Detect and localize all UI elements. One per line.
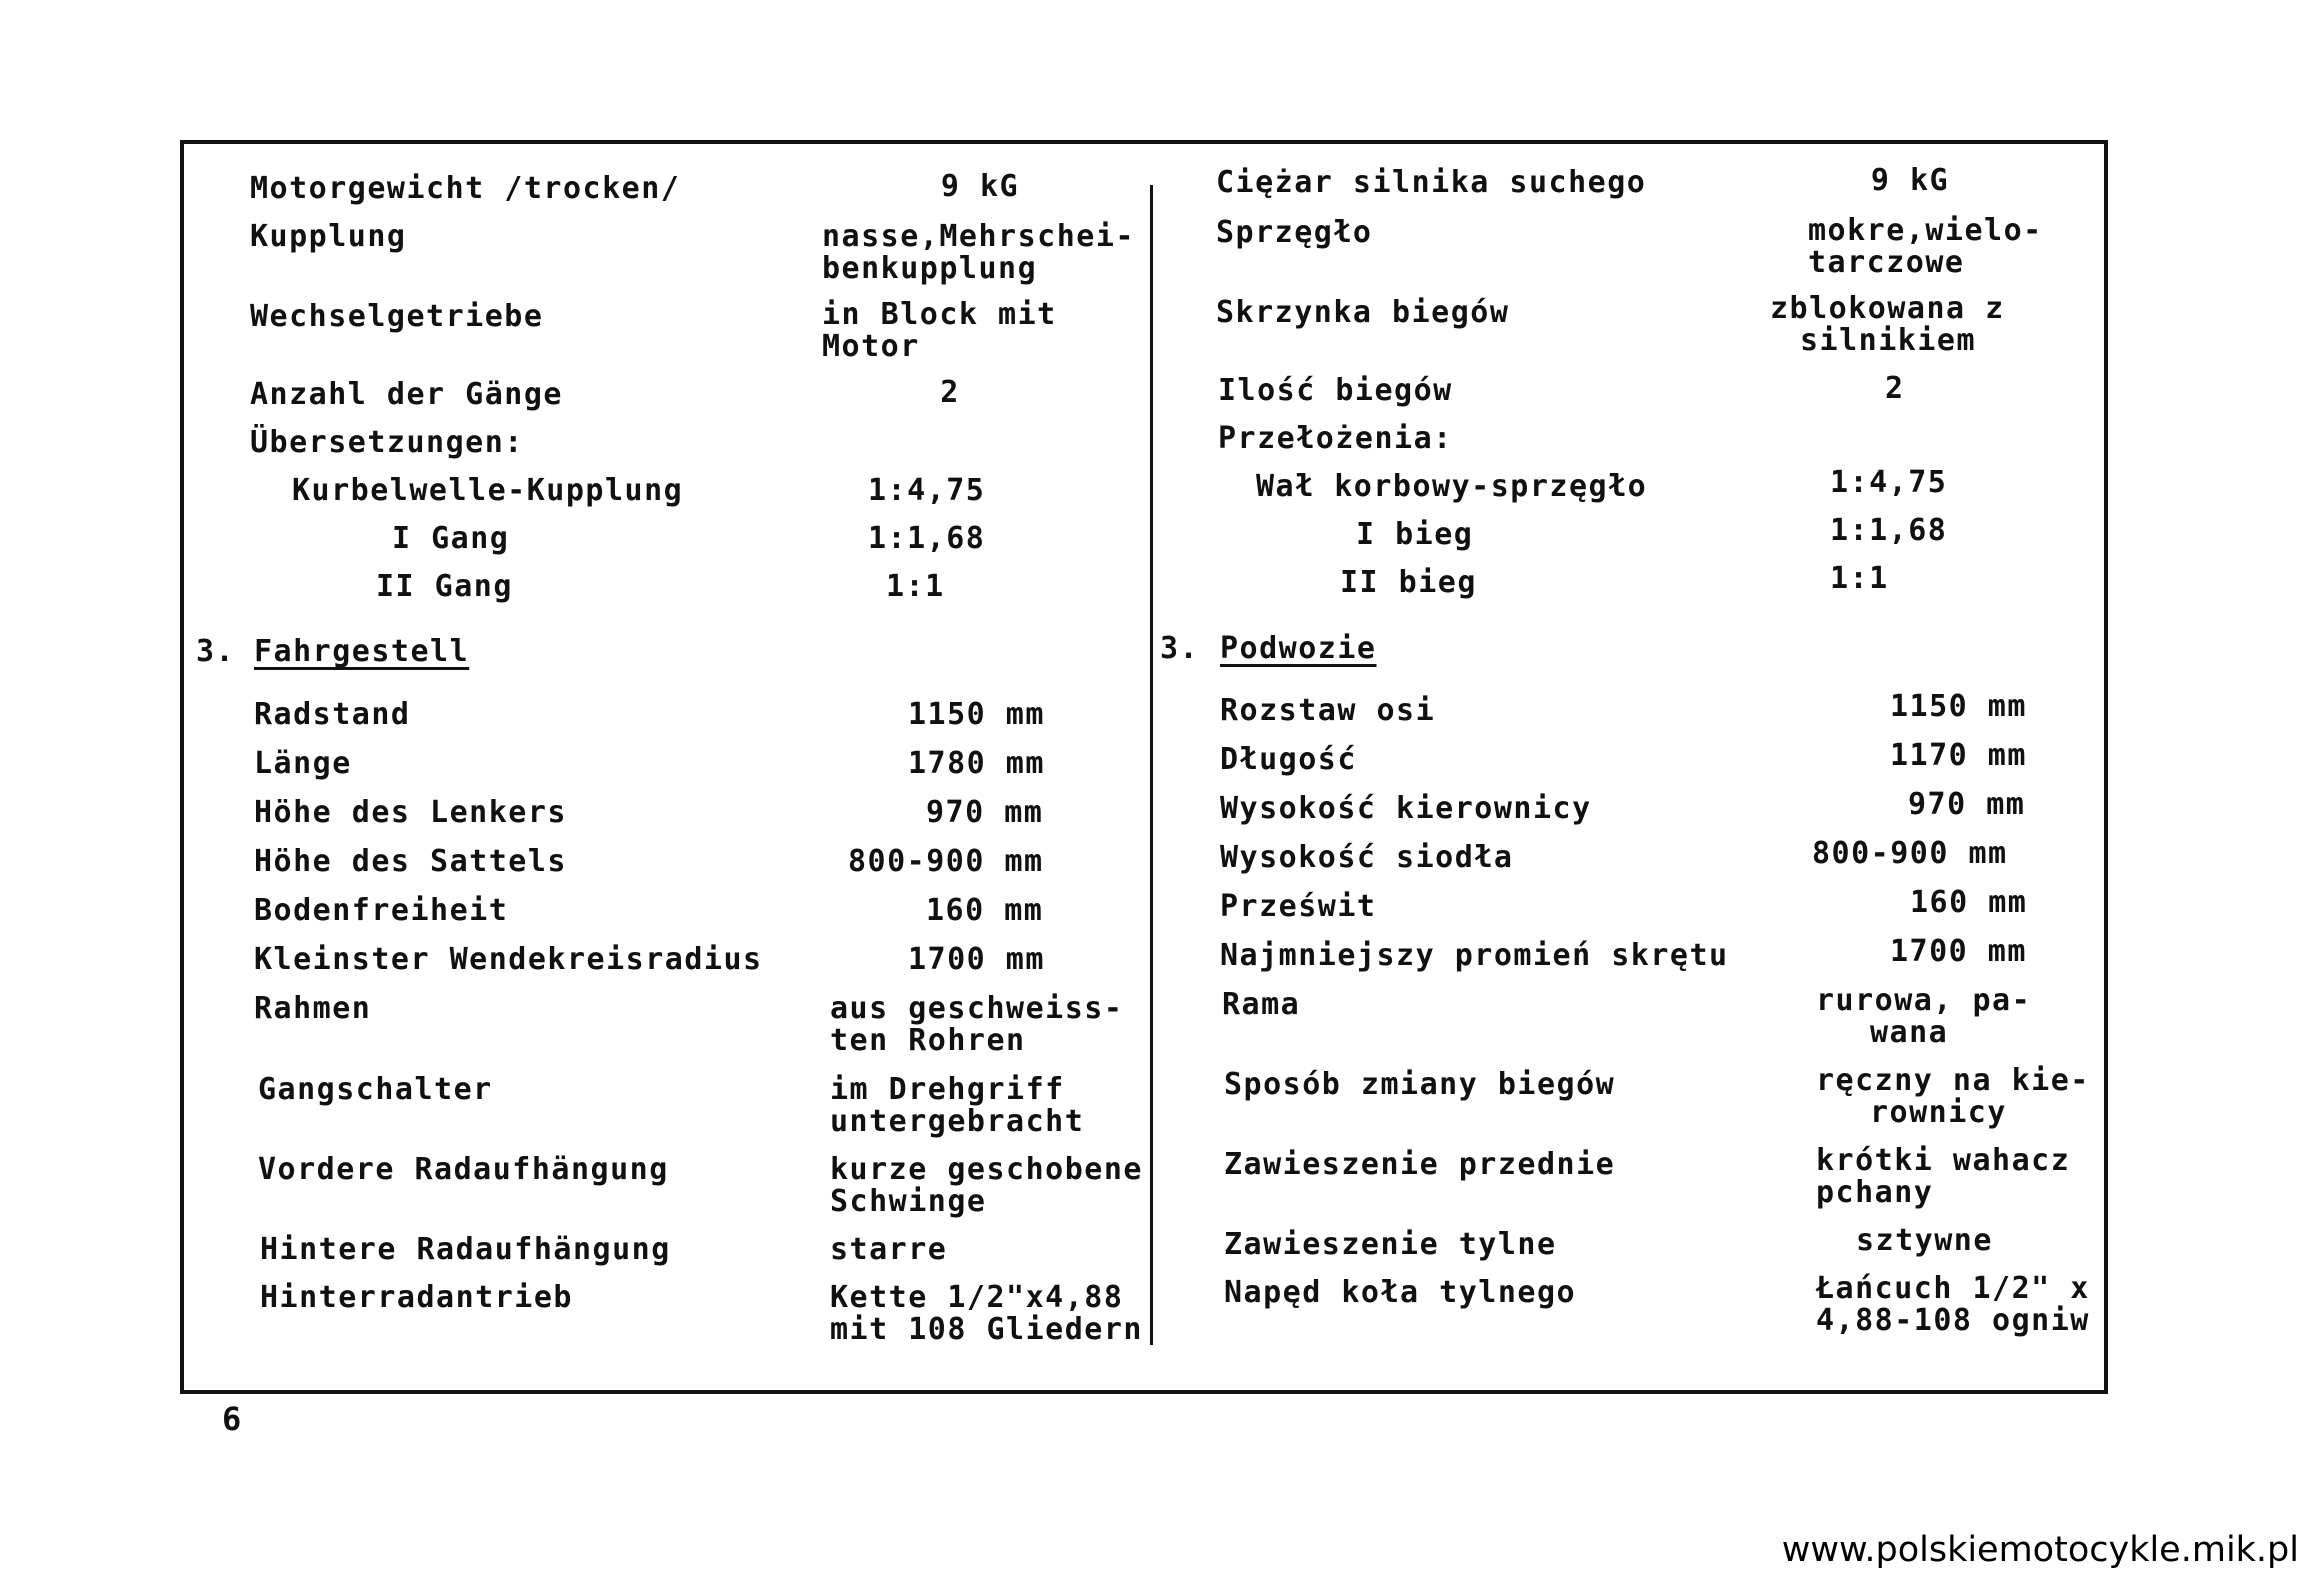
pl-value-ground-clearance: 160 mm (1910, 885, 2028, 920)
de-label-crank-clutch: Kurbelwelle-Kupplung (292, 473, 684, 508)
de-value-gear-shifter-1: im Drehgriff (830, 1072, 1065, 1107)
pl-label-wheelbase: Rozstaw osi (1220, 693, 1436, 728)
pl-value-clutch-1: mokre,wielo- (1808, 213, 2043, 248)
pl-value-frame-2: wana (1870, 1015, 1949, 1050)
pl-label-length: Długość (1220, 742, 1357, 777)
pl-label-gear-2: II bieg (1340, 565, 1477, 600)
pl-value-crank-clutch: 1:4,75 (1830, 465, 1948, 500)
website-watermark: www.polskiemotocykle.mik.pl (1781, 1530, 2299, 1570)
pl-value-frame-1: rurowa, pa- (1816, 983, 2032, 1018)
de-value-weight: 9 kG (940, 169, 1020, 204)
de-value-gear-shifter-2: untergebracht (830, 1104, 1085, 1139)
pl-value-gear-1: 1:1,68 (1830, 513, 1948, 548)
de-label-front-suspension: Vordere Radaufhängung (258, 1152, 669, 1187)
pl-label-weight: Ciężar silnika suchego (1216, 165, 1647, 200)
de-value-gearbox-2: Motor (822, 329, 920, 364)
de-label-length: Länge (254, 746, 352, 781)
de-label-seat-height: Höhe des Sattels (254, 844, 567, 879)
de-value-seat-height: 800-900 mm (848, 844, 1044, 879)
de-value-rear-drive-2: mit 108 Gliedern (830, 1312, 1143, 1347)
pl-label-gearbox: Skrzynka biegów (1216, 295, 1510, 330)
de-value-gears-count: 2 (940, 375, 960, 410)
de-value-clutch-2: benkupplung (822, 251, 1038, 286)
de-value-frame-1: aus geschweiss- (830, 991, 1124, 1026)
de-value-clutch-1: nasse,Mehrschei- (822, 219, 1135, 254)
page-number: 6 (222, 1400, 242, 1438)
pl-value-length: 1170 mm (1890, 738, 2027, 773)
de-value-gearbox-1: in Block mit (822, 297, 1057, 332)
pl-value-gear-shifter-1: ręczny na kie- (1816, 1063, 2090, 1098)
de-section-title: Fahrgestell (254, 634, 470, 669)
pl-value-gearbox-1: zblokowana z (1770, 291, 2005, 326)
de-section-number: 3. (196, 634, 236, 669)
de-label-frame: Rahmen (254, 991, 372, 1026)
pl-label-gears-count: Ilość biegów (1218, 373, 1453, 408)
pl-value-rear-drive-1: Łańcuch 1/2" x (1816, 1271, 2090, 1306)
de-value-length: 1780 mm (908, 746, 1045, 781)
pl-label-rear-drive: Napęd koła tylnego (1224, 1275, 1577, 1310)
de-value-wheelbase: 1150 mm (908, 697, 1045, 732)
de-label-turning-radius: Kleinster Wendekreisradius (254, 942, 763, 977)
pl-section-title: Podwozie (1220, 631, 1377, 666)
de-value-crank-clutch: 1:4,75 (868, 473, 986, 508)
pl-label-front-suspension: Zawieszenie przednie (1224, 1147, 1616, 1182)
pl-label-gear-1: I bieg (1356, 517, 1474, 552)
de-label-gear-2: II Gang (376, 569, 513, 604)
pl-value-rear-drive-2: 4,88-108 ogniw (1816, 1303, 2090, 1338)
pl-label-handlebar-height: Wysokość kierownicy (1220, 791, 1592, 826)
pl-value-gearbox-2: silnikiem (1800, 323, 1977, 358)
column-divider (1150, 185, 1153, 1345)
de-label-gear-1: I Gang (392, 521, 510, 556)
de-label-gearbox: Wechselgetriebe (250, 299, 544, 334)
de-label-gear-shifter: Gangschalter (258, 1072, 493, 1107)
pl-label-frame: Rama (1222, 987, 1301, 1022)
de-value-front-suspension-2: Schwinge (830, 1184, 987, 1219)
de-value-ground-clearance: 160 mm (926, 893, 1044, 928)
de-label-ratios: Übersetzungen: (250, 425, 524, 460)
de-label-wheelbase: Radstand (254, 697, 411, 732)
de-label-rear-drive: Hinterradantrieb (260, 1280, 573, 1315)
pl-label-seat-height: Wysokość siodła (1220, 840, 1514, 875)
de-label-rear-suspension: Hintere Radaufhängung (260, 1232, 671, 1267)
pl-label-turning-radius: Najmniejszy promień skrętu (1220, 938, 1729, 973)
de-label-gears-count: Anzahl der Gänge (250, 377, 563, 412)
de-value-front-suspension-1: kurze geschobene (830, 1152, 1143, 1187)
pl-value-clutch-2: tarczowe (1808, 245, 1965, 280)
pl-value-front-suspension-2: pchany (1816, 1175, 1934, 1210)
de-value-handlebar-height: 970 mm (926, 795, 1044, 830)
pl-label-clutch: Sprzęgło (1216, 215, 1373, 250)
de-value-rear-drive-1: Kette 1/2"x4,88 (830, 1280, 1124, 1315)
pl-label-gear-shifter: Sposób zmiany biegów (1224, 1067, 1616, 1102)
de-label-handlebar-height: Höhe des Lenkers (254, 795, 567, 830)
pl-value-wheelbase: 1150 mm (1890, 689, 2027, 724)
pl-label-crank-clutch: Wał korbowy-sprzęgło (1256, 469, 1648, 504)
pl-value-rear-suspension: sztywne (1856, 1223, 1993, 1258)
de-value-rear-suspension: starre (830, 1232, 948, 1267)
pl-label-ground-clearance: Prześwit (1220, 889, 1377, 924)
de-value-gear-2: 1:1 (886, 569, 945, 604)
pl-value-front-suspension-1: krótki wahacz (1816, 1143, 2071, 1178)
pl-label-rear-suspension: Zawieszenie tylne (1224, 1227, 1557, 1262)
de-label-clutch: Kupplung (250, 219, 407, 254)
pl-value-seat-height: 800-900 mm (1812, 836, 2008, 871)
de-value-turning-radius: 1700 mm (908, 942, 1045, 977)
pl-value-gear-2: 1:1 (1830, 561, 1889, 596)
pl-value-weight: 9 kG (1870, 163, 1950, 198)
pl-value-handlebar-height: 970 mm (1908, 787, 2026, 822)
pl-label-ratios: Przełożenia: (1218, 421, 1453, 456)
de-label-weight: Motorgewicht /trocken/ (250, 171, 681, 206)
pl-value-gear-shifter-2: rownicy (1870, 1095, 2007, 1130)
de-label-ground-clearance: Bodenfreiheit (254, 893, 509, 928)
de-value-frame-2: ten Rohren (830, 1023, 1026, 1058)
pl-section-number: 3. (1160, 631, 1200, 666)
pl-value-turning-radius: 1700 mm (1890, 934, 2027, 969)
de-value-gear-1: 1:1,68 (868, 521, 986, 556)
pl-value-gears-count: 2 (1885, 371, 1905, 406)
